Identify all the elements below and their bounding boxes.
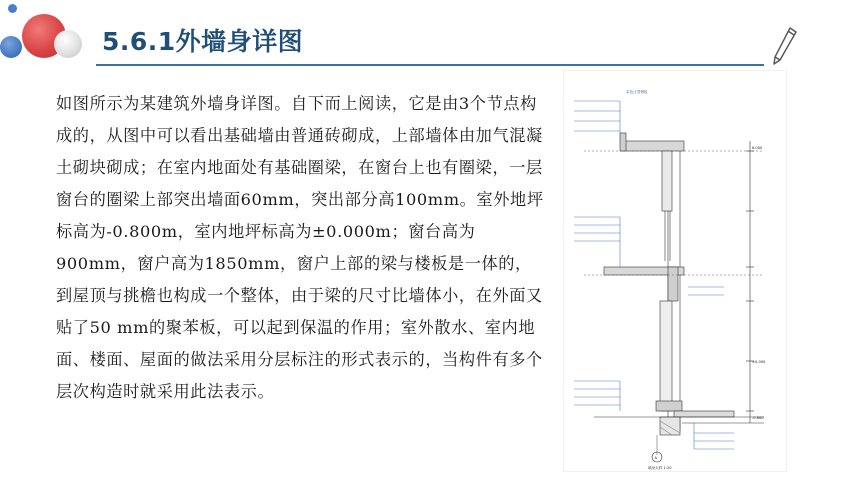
roof-note: 彩色压型钢板 <box>626 90 648 94</box>
wall-section-drawing <box>563 70 787 472</box>
pencil-icon <box>770 26 798 68</box>
elevation-outdoor: -0.800 <box>752 416 764 420</box>
drawing-caption: 墙身大样 1:20 <box>648 466 672 470</box>
wall-detail-svg <box>564 71 786 471</box>
page-title: 5.6.1外墙身详图 <box>102 27 304 56</box>
title-underline <box>96 64 764 66</box>
decor-circle-blue <box>0 36 22 58</box>
body-paragraph: 如图所示为某建筑外墙身详图。自下而上阅读，它是由3个节点构成的，从图中可以看出基础墙由普通砖砌成，上部墙体由加气混凝土砌块砌成；在室内地面处有基础圈梁，在窗台上也有圈梁，一层窗台的圈梁上部突出墙面60mm，突出部分高100mm。室外地坪标高为-0.800m，室内地坪标高为±0.000m；窗台高为900mm，窗户高为1850mm，窗户上部的梁与楼板是一体的，到屋顶与挑檐也构成一个整体，由于梁的尺寸比墙体小，在外面又贴了50 mm的聚苯板，可以起到保温的作用；室外散水、室内地面、楼面、屋面的做法采用分层标注的形式表示的，当构件有多个层次构造时就采用此法表示。 <box>56 94 544 401</box>
axis-label: A <box>654 456 657 460</box>
decor-circle-small-blue <box>8 4 17 13</box>
elevation-roof: 6.000 <box>752 146 763 150</box>
decor-circle-grey <box>54 30 82 58</box>
elevation-indoor: ±0.000 <box>752 360 766 364</box>
